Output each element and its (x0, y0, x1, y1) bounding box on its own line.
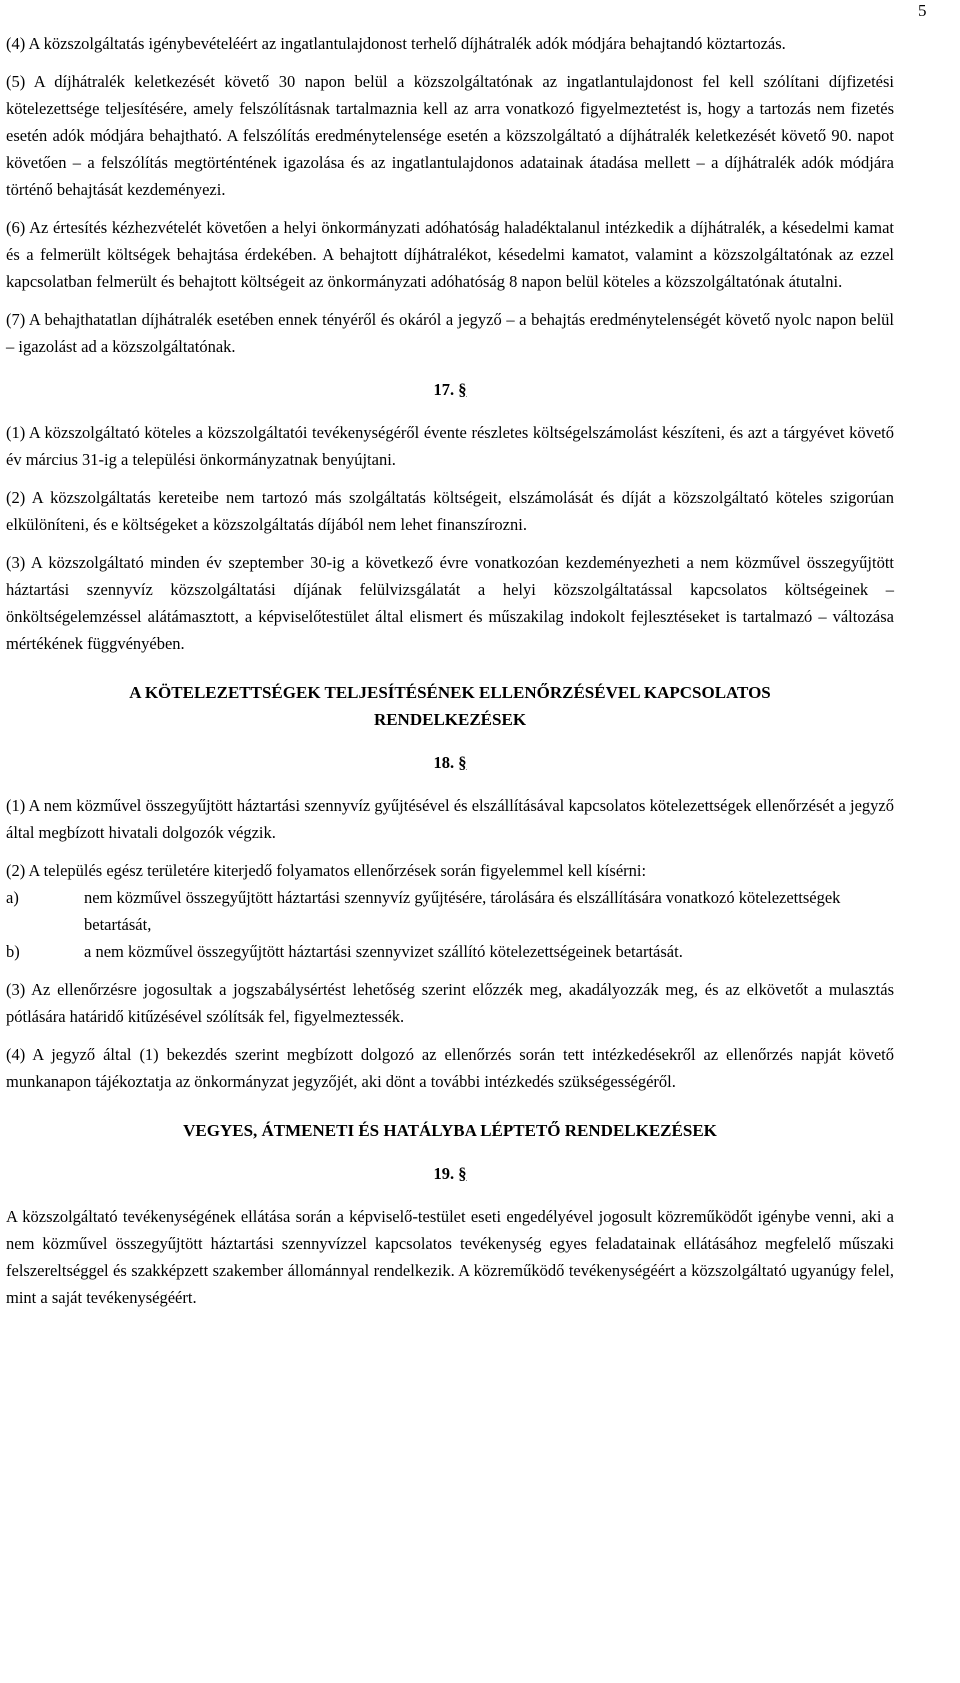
paragraph-17-2: (2) A közszolgáltatás kereteibe nem tartozó más szolgáltatás költségeit, elszámolását és díját a közszolgáltató köteles szigorúan elkülöníteni, és e költségeket a közszolgáltatás díjából nem lehet finanszírozni. (6, 488, 894, 534)
section-number: 18. (433, 753, 455, 772)
paragraph-4: (4) A közszolgáltatás igénybevételéért az ingatlantulajdonost terhelő díjhátralék adók módjára behajtandó köztartozás. (6, 34, 786, 53)
section-18-heading (6, 749, 894, 776)
paragraph-18-3: (3) Az ellenőrzésre jogosultak a jogszabálysértést lehetőség szerint előzzék meg, akadályozzák meg, és az elkövetőt a mulasztás pótlására határidő kitűzésével szólítsák fel, figyelmeztessék. (6, 980, 894, 1026)
list-item (6, 938, 894, 965)
list-item (6, 884, 894, 938)
paragraph-17-1: (1) A közszolgáltató köteles a közszolgáltatói tevékenységéről évente részletes költségelszámolást készíteni, és azt a tárgyévet követő év március 31-ig a települési önkormányzatnak benyújtani. (6, 423, 894, 469)
section-sign: § (458, 753, 467, 772)
list-item-text: a nem közművel összegyűjtött háztartási szennyvizet szállító kötelezettségeinek betartását. (84, 942, 683, 961)
chapter-heading-control (6, 679, 894, 733)
chapter-heading-line-2: RENDELKEZÉSEK (373, 710, 527, 729)
paragraph-18-2 (6, 857, 894, 965)
list-item-label: a) (6, 888, 19, 907)
list-item-text: nem közművel összegyűjtött háztartási szennyvíz gyűjtésére, tárolására és elszállítására vonatkozó kötelezettségek betartását, (84, 888, 841, 934)
paragraph-18-4: (4) A jegyző által (1) bekezdés szerint megbízott dolgozó az ellenőrzés során tett intézkedésekről az ellenőrzés napját követő munkanapon tájékoztatja az önkormányzat jegyzőjét, aki dönt a további intézkedés szükségességéről. (6, 1045, 894, 1091)
section-sign: § (458, 1164, 467, 1183)
document-body (6, 30, 894, 1322)
paragraph-6: (6) Az értesítés kézhezvételét követően a helyi önkormányzati adóhatóság haladéktalanul intézkedik a díjhátralék, a késedelmi kamat és a felmerült költségek behajtása érdekében. A behajtott díjhátralékot, késedelmi kamatot, valamint a közszolgáltatónak az ezzel kapcsolatban felmerült és behajtott költségeit az önkormányzati adóhatóság 8 napon belül köteles a közszolgáltatónak átutalni. (6, 218, 894, 291)
chapter-heading-line-1: A KÖTELEZETTSÉGEK TELJESÍTÉSÉNEK ELLENŐRZÉSÉVEL KAPCSOLATOS (129, 683, 771, 702)
paragraph-18-1: (1) A nem közművel összegyűjtött háztartási szennyvíz gyűjtésével és elszállításával kapcsolatos kötelezettségek ellenőrzését a jegyző által megbízott hivatali dolgozók végzik. (6, 796, 894, 842)
section-19-heading (6, 1160, 894, 1187)
paragraph-19: A közszolgáltató tevékenységének ellátása során a képviselő-testület eseti engedélyével jogosult közreműködőt igénybe venni, aki a nem közművel összegyűjtött háztartási szennyvízzel kapcsolatos tevékenység egyes feladatainak ellátásához megfelelő műszaki felszereltséggel és szakképzett szakember állománnyal rendelkezik. A közreműködő tevékenységéért a közszolgáltató ugyanúgy felel, mint a saját tevékenységéért. (6, 1207, 894, 1307)
list-item-label: b) (6, 942, 20, 961)
section-17-heading (6, 376, 894, 403)
section-sign: § (458, 380, 467, 399)
section-number: 17. (433, 380, 455, 399)
paragraph-7: (7) A behajthatatlan díjhátralék esetében ennek tényéről és okáról a jegyző – a behajtás eredménytelenségét követő nyolc napon belül – igazolást ad a közszolgáltatónak. (6, 310, 894, 356)
paragraph-5: (5) A díjhátralék keletkezését követő 30 napon belül a közszolgáltatónak az ingatlantulajdonost fel kell szólítani díjfizetési kötelezettsége teljesítésére, amely felszólításnak tartalmaznia kell az arra vonatkozó figyelmeztetést is, hogy a tartozás nem fizetés esetén adók módjára behajtható. A felszólítás eredménytelensége esetén a közszolgáltató a díjhátralék keletkezését követő 90. napot követően – a felszólítás megtörténtének igazolása és az ingatlantulajdonos adatainak átadása mellett – a díjhátralék adók módjára történő behajtását kezdeményezi. (6, 72, 894, 199)
paragraph-17-3: (3) A közszolgáltató minden év szeptember 30-ig a következő évre vonatkozóan kezdeményezheti a nem közművel összegyűjtött háztartási szennyvíz közszolgáltatási díjának felülvizsgálatát a helyi közszolgáltatással kapcsolatos költségeinek – önköltségelemzéssel alátámasztott, a képviselőtestület által elismert és műszakilag indokolt fejlesztéseket is tartalmazó – változása mértékének függvényében. (6, 553, 894, 653)
chapter-heading-final: VEGYES, ÁTMENETI ÉS HATÁLYBA LÉPTETŐ RENDELKEZÉSEK (183, 1121, 717, 1140)
section-number: 19. (433, 1164, 455, 1183)
page-number: 5 (918, 1, 927, 20)
paragraph-18-2-intro: (2) A település egész területére kiterjedő folyamatos ellenőrzések során figyelemmel kell kísérni: (6, 861, 647, 880)
